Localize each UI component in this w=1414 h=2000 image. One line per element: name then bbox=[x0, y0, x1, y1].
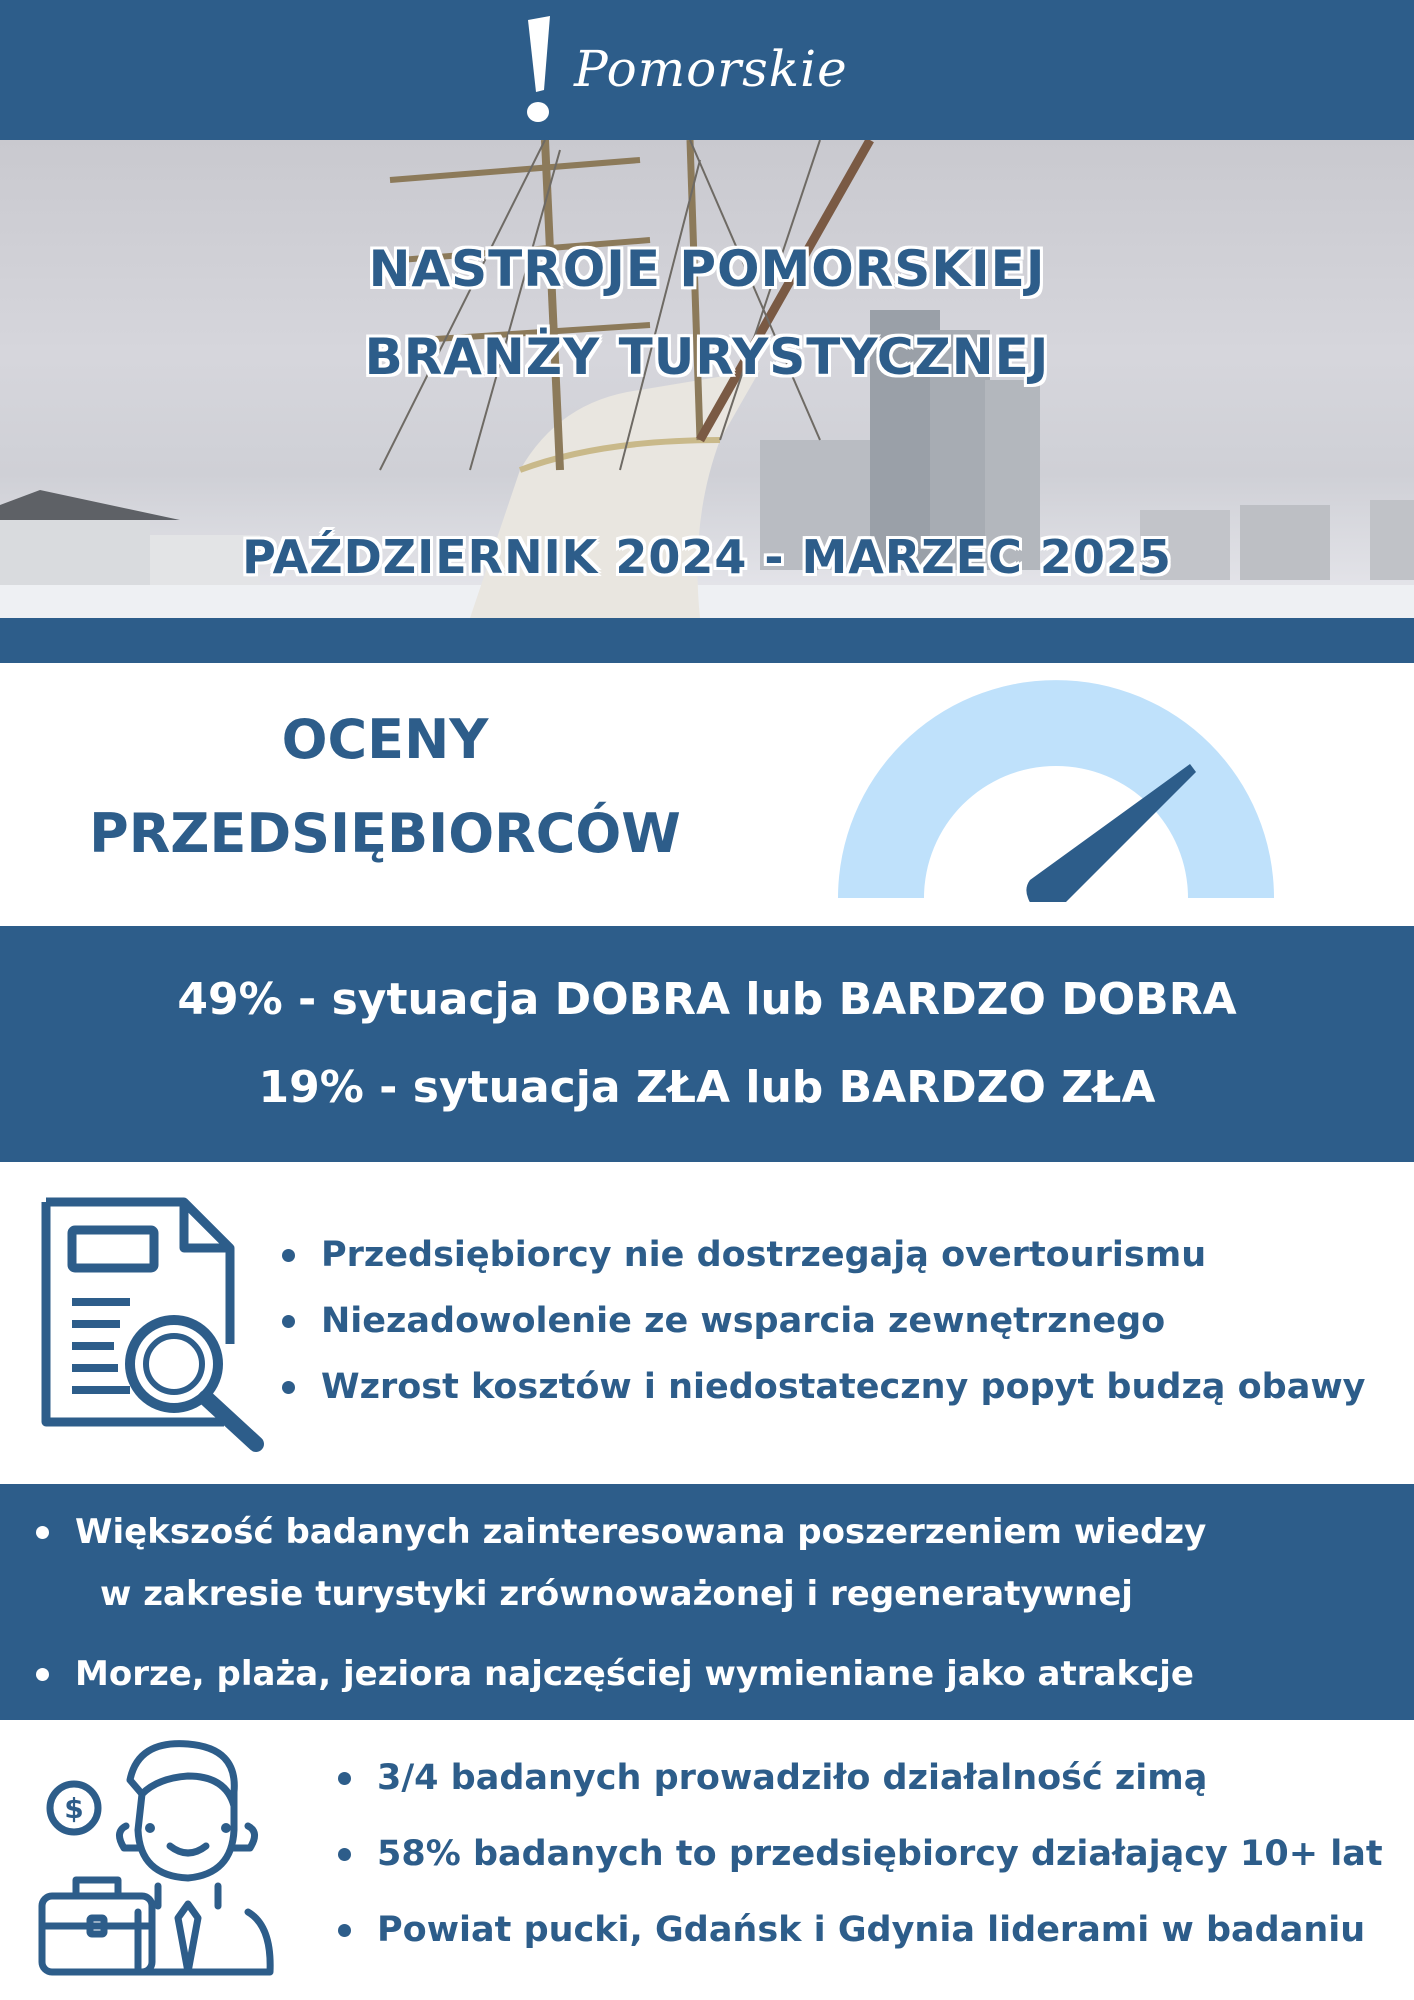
stat-bad: 19% - sytuacja ZŁA lub BARDZO ZŁA bbox=[258, 1062, 1156, 1113]
pomorskie-logo bbox=[510, 12, 930, 130]
bullet-icon bbox=[282, 1381, 295, 1394]
respondent-text: Powiat pucki, Gdańsk i Gdynia liderami w badaniu bbox=[377, 1910, 1366, 1950]
bullet-icon bbox=[338, 1848, 351, 1861]
bullet-icon bbox=[338, 1772, 351, 1785]
interest-text-line1: Większość badanych zainteresowana poszerzeniem wiedzy bbox=[75, 1512, 1207, 1552]
bullet-icon bbox=[36, 1668, 49, 1681]
list-item bbox=[36, 1506, 1396, 1558]
hero-title-line2: BRANŻY TURYSTYCZNEJ bbox=[364, 328, 1050, 386]
list-item bbox=[282, 1288, 1392, 1354]
svg-text:$: $ bbox=[64, 1792, 84, 1825]
finding-text: Wzrost kosztów i niedostateczny popyt budzą obawy bbox=[321, 1367, 1366, 1407]
list-item bbox=[338, 1740, 1398, 1816]
findings-list bbox=[282, 1222, 1392, 1420]
list-item bbox=[338, 1816, 1398, 1892]
finding-text: Przedsiębiorcy nie dostrzegają overtourismu bbox=[321, 1235, 1207, 1275]
interest-text-line2: w zakresie turystyki zrównoważonej i regeneratywnej bbox=[100, 1574, 1133, 1614]
interests-list bbox=[36, 1506, 1396, 1700]
respondents-list bbox=[338, 1740, 1398, 1968]
hero-photo bbox=[0, 140, 1414, 618]
respondent-text: 3/4 badanych prowadziło działalność zimą bbox=[377, 1758, 1208, 1798]
list-item bbox=[282, 1222, 1392, 1288]
list-item bbox=[36, 1648, 1396, 1700]
interest-text: Morze, plaża, jeziora najczęściej wymieniane jako atrakcje bbox=[75, 1654, 1194, 1694]
interests-band bbox=[0, 1484, 1414, 1720]
hero-title-line1: NASTROJE POMORSKIEJ bbox=[368, 240, 1046, 298]
ratings-title-line1: OCENY bbox=[281, 708, 489, 771]
stats-band bbox=[0, 926, 1414, 1162]
businessman-icon bbox=[38, 1736, 278, 1976]
hero-bottom-bar bbox=[0, 618, 1414, 663]
bullet-icon bbox=[282, 1315, 295, 1328]
document-search-icon bbox=[34, 1194, 274, 1456]
list-item bbox=[338, 1892, 1398, 1968]
bullet-icon bbox=[282, 1249, 295, 1262]
ratings-title-line2: PRZEDSIĘBIORCÓW bbox=[89, 802, 681, 865]
logo-text: Pomorskie bbox=[574, 40, 848, 98]
hero-period: PAŹDZIERNIK 2024 - MARZEC 2025 bbox=[242, 530, 1172, 584]
exclamation-logo-icon bbox=[510, 12, 570, 130]
bullet-icon bbox=[338, 1924, 351, 1937]
list-item bbox=[282, 1354, 1392, 1420]
header-bar bbox=[0, 0, 1414, 140]
speedometer-icon bbox=[838, 680, 1274, 902]
respondent-text: 58% badanych to przedsiębiorcy działający 10+ lat bbox=[377, 1834, 1383, 1874]
finding-text: Niezadowolenie ze wsparcia zewnętrznego bbox=[321, 1301, 1166, 1341]
stat-good: 49% - sytuacja DOBRA lub BARDZO DOBRA bbox=[177, 974, 1237, 1025]
bullet-icon bbox=[36, 1526, 49, 1539]
